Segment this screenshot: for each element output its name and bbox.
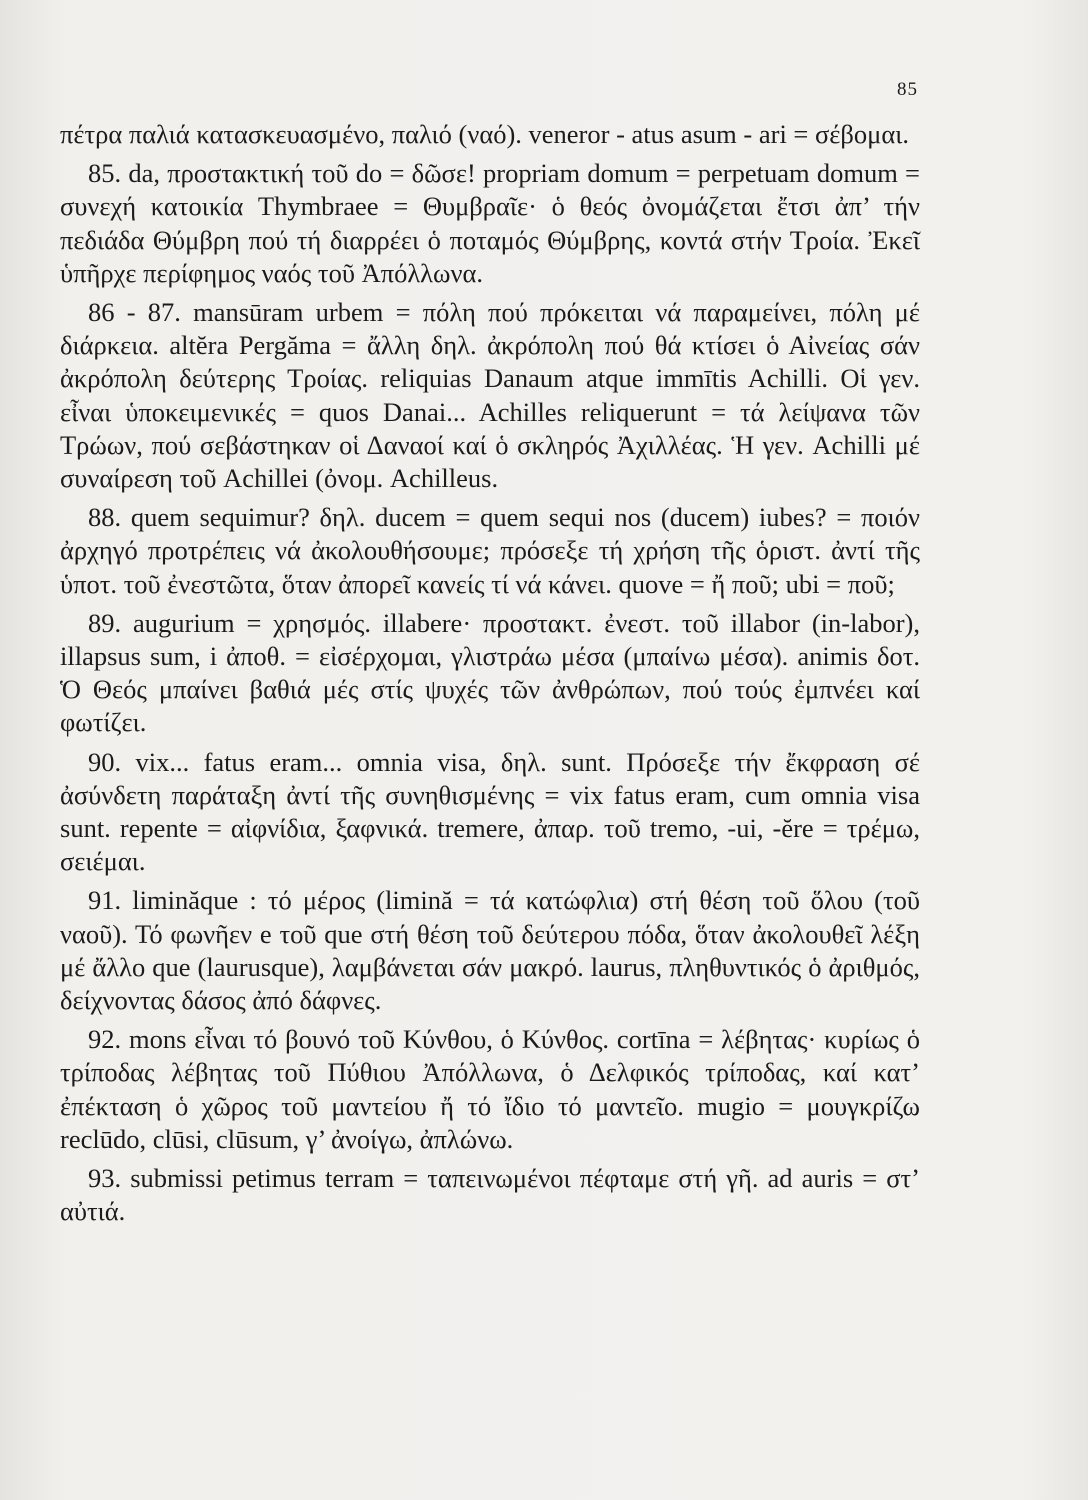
paragraph-text: πέτρα παλιά κατασκευασμένο, παλιό (ναό). veneror - atus asum - ari = σέβομαι. — [60, 119, 909, 149]
paragraph-text: 92. mons εἶναι τό βουνό τοῦ Κύνθου, ὁ Κύνθος. cortīna = λέβητας· κυρίως ὁ τρίποδας λέβητας τοῦ Πύθιου Ἀπόλλωνα, ὁ Δελφικός τρίποδας, καί κατ’ ἐπέκταση ὁ χῶρος τοῦ μαντείου ἤ τό ἴδιο τό μαντεῖο. mugio = μουγκρίζω reclūdo, clūsi, clūsum, γ’ ἀνοίγω, ἀπλώνω. — [60, 1024, 920, 1154]
paragraph-text: 88. quem sequimur? δηλ. ducem = quem sequi nos (ducem) iubes? = ποιόν ἀρχηγό προτρέπεις νά ἀκολουθήσουμε; πρόσεξε τή χρήση τῆς ὁριστ. ἀντί τῆς ὑποτ. τοῦ ἐνεστῶτα, ὅταν ἀπορεῖ κανείς τί νά κάνει. quove = ἤ ποῦ; ubi = ποῦ; — [60, 502, 920, 599]
paragraph-text: 91. liminăque : τό μέρος (limină = τά κατώφλια) στή θέση τοῦ ὅλου (τοῦ ναοῦ). Τό φωνῆεν e τοῦ que στή θέση τοῦ δεύτερου πόδα, ὅταν ἀκολουθεῖ λέξη μέ ἄλλο que (laurusque), λαμβάνεται σάν μακρό. laurus, πληθυντικός ὁ ἀριθμός, δείχνοντας δάσος ἀπό δάφνες. — [60, 885, 920, 1016]
paragraph-line-91 — [60, 884, 920, 1017]
paragraph-line-88 — [60, 501, 920, 601]
paragraph-continuation — [60, 118, 920, 151]
paragraph-line-85 — [60, 157, 920, 290]
paragraph-line-89 — [60, 607, 920, 740]
paragraph-text: 93. submissi petimus terram = ταπεινωμένοι πέφταμε στή γῆ. ad auris = στ’ αὐτιά. — [60, 1163, 920, 1227]
paragraph-text: 89. augurium = χρησμός. illabere· προστακτ. ἐνεστ. τοῦ illabor (in-labor), illapsus sum, i ἀποθ. = εἰσέρχομαι, γλιστράω μέσα (μπαίνω μέσα). animis δοτ. Ὁ Θεός μπαίνει βαθιά μές στίς ψυχές τῶν ἀνθρώπων, πού τούς ἐμπνέει καί φωτίζει. — [60, 607, 920, 738]
paragraph-text: 86 - 87. mansūram urbem = πόλη πού πρόκειται νά παραμείνει, πόλη μέ διάρκεια. altĕra Pergăma = ἄλλη δηλ. ἀκρόπολη πού θά κτίσει ὁ Αἰνείας σάν ἀκρόπολη δεύτερης Τροίας. reliquias Danaum atque immītis Achilli. Οἱ γεν. εἶναι ὑποκειμενικές = quos Danai... Achilles reliquerunt = τά λείψανα τῶν Τρώων, πού σεβάστηκαν οἱ Δαναοί καί ὁ σκληρός Ἀχιλλέας. Ἡ γεν. Achilli μέ συναίρεση τοῦ Achillei (ὀνομ. Achilleus. — [60, 297, 920, 494]
paragraph-line-90 — [60, 746, 920, 879]
paragraph-line-86-87 — [60, 296, 920, 495]
paragraph-text: 90. vix... fatus eram... omnia visa, δηλ. sunt. Πρόσεξε τήν ἔκφραση σέ ἀσύνδετη παράταξη ἀντί τῆς συνηθισμένης = vix fatus eram, cum omnia visa sunt. repente = αἰφνίδια, ξαφνικά. tremere, ἀπαρ. τοῦ tremo, -ui, -ĕre = τρέμω, σειέμαι. — [60, 746, 920, 877]
commentary-text — [60, 118, 920, 1229]
paragraph-line-92 — [60, 1023, 920, 1156]
paragraph-text: 85. da, προστακτική τοῦ do = δῶσε! propriam domum = perpetuam domum = συνεχή κατοικία Thymbraee = Θυμβραῖε· ὁ θεός ὀνομάζεται ἔτσι ἀπ’ τήν πεδιάδα Θύμβρη πού τή διαρρέει ὁ ποταμός Θύμβρης, κοντά στήν Τροία. Ἐκεῖ ὑπῆρχε περίφημος ναός τοῦ Ἀπόλλωνα. — [60, 158, 920, 288]
paragraph-line-93 — [60, 1162, 920, 1228]
page-number: 85 — [897, 79, 918, 100]
